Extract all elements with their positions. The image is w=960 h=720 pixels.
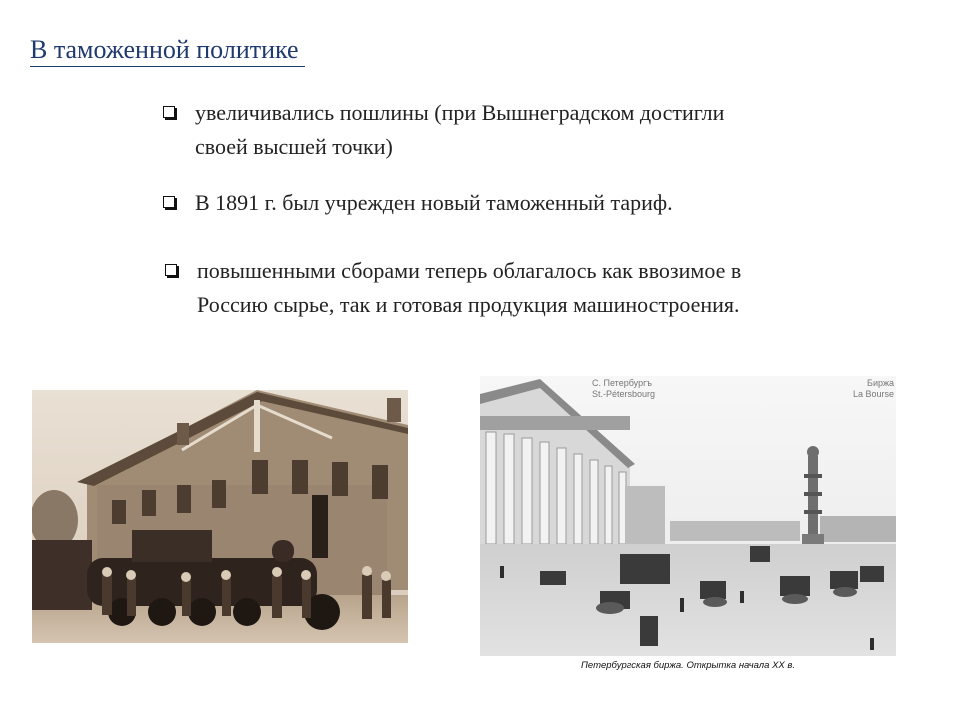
checkbox-bullet-icon	[163, 196, 175, 208]
checkbox-bullet-icon	[165, 264, 177, 276]
slide-title: В таможенной политике	[30, 34, 305, 67]
railway-station-photo-icon	[32, 390, 408, 643]
stock-exchange-postcard-icon	[480, 376, 896, 656]
stock-exchange-postcard	[480, 376, 896, 656]
photo-caption: Петербургская биржа. Открытка начала XX в.	[581, 660, 795, 671]
postcard-label-left: С. Петербургъ St.-Pétersbourg	[592, 378, 656, 399]
checkbox-bullet-icon	[163, 106, 175, 118]
railway-station-photo	[32, 390, 408, 643]
bullet-text: увеличивались пошлины (при Вышнеградском достигли своей высшей точки)	[195, 100, 725, 159]
bullet-item	[163, 186, 883, 220]
bullet-text: В 1891 г. был учрежден новый таможенный тариф.	[195, 190, 673, 215]
bullet-text: повышенными сборами теперь облагалось как ввозимое в Россию сырье, так и готовая продукция машиностроения.	[197, 258, 742, 317]
postcard-label-right: Биржа La Bourse	[852, 378, 894, 399]
bullet-item	[163, 96, 883, 164]
bullet-item	[165, 254, 905, 322]
